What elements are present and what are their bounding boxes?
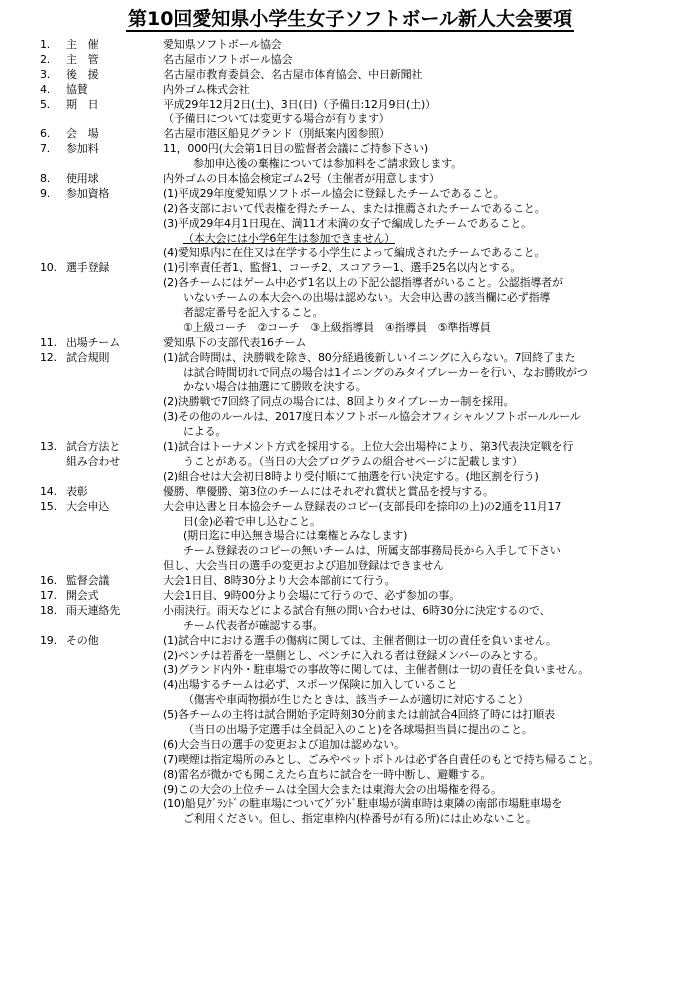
item-content: （本大会には小学6年生は参加できません）: [183, 231, 395, 245]
item-number: 7.: [40, 142, 51, 156]
item-label: 組み合わせ: [66, 454, 120, 468]
item-content: 愛知県下の支部代表16チーム: [163, 335, 307, 349]
item-number: 19.: [40, 633, 57, 647]
item-content: 名古屋市教育委員会、名古屋市体育協会、中日新聞社: [163, 67, 423, 81]
item-content: かない場合は抽選にて勝敗を決する。: [183, 380, 367, 394]
item-content: （傷害や車両物損が生じたときは、該当チームが適切に対応すること）: [183, 693, 529, 707]
item-content: (1)試合はトーナメント方式を採用する。上位大会出場枠により、第3代表決定戦を行: [163, 440, 574, 454]
item-label: 開会式: [66, 588, 99, 602]
item-content: 名古屋市ソフトボール協会: [163, 52, 293, 66]
item-content: は試合時間切れで同点の場合は1イニングのみタイブレーカーを行い、なお勝敗がつ: [183, 365, 588, 379]
item-content: （当日の出場予定選手は全員記入のこと)を各球場担当員に提出のこと。: [183, 722, 533, 736]
document-line: [0, 425, 700, 440]
item-number: 18.: [40, 603, 57, 617]
document-line: [0, 649, 700, 664]
document-line: [0, 380, 700, 395]
item-content: (6)大会当日の選手の変更および追加は認めない。: [163, 737, 405, 751]
document-line: [0, 232, 700, 247]
document-line: [0, 812, 700, 827]
document-line: [0, 574, 700, 589]
document-line: [0, 604, 700, 619]
item-content: チーム代表者が確認する事。: [183, 618, 324, 632]
document-line: [0, 500, 700, 515]
item-content: いないチームの本大会への出場は認めない。大会申込書の該当欄に必ず指導: [183, 291, 551, 305]
item-content: 大会申込書と日本協会チーム登録表のコピー(支部長印を捺印の上)の2通を11月17: [163, 499, 562, 513]
item-content: ①上級コーチ ②コーチ ③上級指導員 ④指導員 ⑤準指導員: [183, 320, 491, 334]
item-label: 試合方法と: [66, 440, 120, 454]
item-number: 16.: [40, 574, 57, 588]
item-content: (2)ベンチは若番を一塁側とし、ベンチに入れる者は登録メンバーのみとする。: [163, 648, 545, 662]
item-label: 出場チーム: [66, 335, 120, 349]
item-label: 会 場: [66, 127, 99, 141]
document-line: [0, 53, 700, 68]
item-content: 内外ゴム株式会社: [163, 82, 250, 96]
document-line: [0, 351, 700, 366]
item-number: 13.: [40, 440, 57, 454]
document-line: [0, 98, 700, 113]
item-label: 参加料: [66, 142, 99, 156]
item-content: (2)各支部において代表権を得たチーム、または推薦されたチームであること。: [163, 201, 546, 215]
item-number: 11.: [40, 335, 57, 349]
item-content: 名古屋市港区船見グランド（別紙案内図参照）: [163, 127, 390, 141]
item-label: 主 管: [66, 52, 99, 66]
item-label: 使用球: [66, 172, 99, 186]
document-line: [0, 410, 700, 425]
item-number: 6.: [40, 127, 51, 141]
item-content: (4)愛知県内に在住又は在学する小学生によって編成されたチームであること。: [163, 246, 546, 260]
item-number: 10.: [40, 261, 57, 275]
document-line: [0, 246, 700, 261]
item-content: 大会1日目、8時30分より大会本部前にて行う。: [163, 574, 396, 588]
document-line: [0, 336, 700, 351]
document-line: [0, 768, 700, 783]
document-line: [0, 366, 700, 381]
document-line: [0, 202, 700, 217]
item-label: その他: [66, 633, 99, 647]
document-line: [0, 172, 700, 187]
document-line: [0, 157, 700, 172]
item-label: 大会申込: [66, 499, 110, 513]
document-line: [0, 306, 700, 321]
document-line: [0, 693, 700, 708]
item-content: ご利用ください。但し、指定車枠内(枠番号が有る所)には止めないこと。: [183, 812, 537, 826]
item-number: 9.: [40, 186, 51, 200]
item-content: 大会1日目、9時00分より会場にて行うので、必ず参加の事。: [163, 588, 460, 602]
item-content: 平成29年12月2日(土)、3日(日)（予備日:12月9日(土)）: [163, 97, 436, 111]
item-number: 3.: [40, 67, 51, 81]
document-line: [0, 127, 700, 142]
item-content: (4)出場するチームは必ず、スポーツ保険に加入していること: [163, 678, 458, 692]
document-line: [0, 797, 700, 812]
item-content: 小雨決行。雨天などによる試合有無の問い合わせは、6時30分に決定するので、: [163, 603, 551, 617]
document-line: [0, 485, 700, 500]
item-content: 参加申込後の棄権については参加料をご請求致します。: [193, 157, 462, 171]
item-content: (3)平成29年4月1日現在、満11才未満の女子で編成したチームであること。: [163, 216, 532, 230]
item-label: 期 日: [66, 97, 99, 111]
item-number: 14.: [40, 484, 57, 498]
page-title: [0, 6, 700, 32]
document-line: [0, 529, 700, 544]
document-line: [0, 83, 700, 98]
document-line: [0, 663, 700, 678]
item-content: (期日迄に申込無き場合には棄権とみなします): [183, 529, 408, 543]
document-line: [0, 395, 700, 410]
document-body: [0, 38, 700, 827]
item-number: 8.: [40, 172, 51, 186]
item-content: チーム登録表のコピーの無いチームは、所属支部事務局長から入手して下さい: [183, 544, 561, 558]
item-content: 者認定番号を記入すること。: [183, 306, 324, 320]
document-line: [0, 261, 700, 276]
item-content: (1)平成29年度愛知県ソフトボール協会に登録したチームであること。: [163, 186, 505, 200]
document-line: [0, 559, 700, 574]
document-line: [0, 723, 700, 738]
document-line: [0, 455, 700, 470]
item-number: 17.: [40, 588, 57, 602]
item-content: うことがある。（当日の大会プログラムの組合せページに記載します）: [183, 454, 523, 468]
item-content: (2)組合せは大会初日8時より受付順にて抽選を行い決定する。(地区割を行う): [163, 469, 539, 483]
item-content: (2)各チームにはゲーム中必ず1名以上の下記公認指導者がいること。公認指導者が: [163, 276, 563, 290]
item-content: による。: [183, 425, 227, 439]
item-number: 2.: [40, 52, 51, 66]
document-line: [0, 38, 700, 53]
document-line: [0, 112, 700, 127]
item-label: 協賛: [66, 82, 88, 96]
item-number: 4.: [40, 82, 51, 96]
item-content: 但し、大会当日の選手の変更および追加登録はできません: [163, 559, 444, 573]
document-line: [0, 589, 700, 604]
document-line: [0, 634, 700, 649]
item-content: (3)グランド内外・駐車場での事故等に関しては、主催者側は一切の責任を負いません。: [163, 663, 590, 677]
document-line: [0, 678, 700, 693]
item-label: 試合規則: [66, 350, 110, 364]
item-number: 15.: [40, 499, 57, 513]
document-line: [0, 708, 700, 723]
item-content: (1)引率責任者1、監督1、コーチ2、スコアラー1、選手25名以内とする。: [163, 261, 522, 275]
item-content: 内外ゴムの日本協会検定ゴム2号（主催者が用意します）: [163, 172, 440, 186]
item-content: (9)この大会の上位チームは全国大会または東海大会の出場権を得る。: [163, 782, 502, 796]
document-line: [0, 619, 700, 634]
item-label: 選手登録: [66, 261, 110, 275]
document-line: [0, 470, 700, 485]
document-line: [0, 738, 700, 753]
item-content: 愛知県ソフトボール協会: [163, 38, 282, 51]
page-title-text: 第10回愛知県小学生女子ソフトボール新人大会要項: [127, 8, 573, 30]
document-line: [0, 291, 700, 306]
item-content: (3)その他のルールは、2017度日本ソフトボール協会オフィシャルソフトボールルール: [163, 410, 581, 424]
item-label: 監督会議: [66, 574, 110, 588]
item-label: 参加資格: [66, 186, 110, 200]
item-content: (5)各チームの主将は試合開始予定時刻30分前または前試合4回終了時には打順表: [163, 708, 555, 722]
item-content: (10)船見ｸﾞﾗﾝﾄﾞの駐車場についてｸﾞﾗﾝﾄﾞ駐車場が満車時は東隣の南部市場駐車場を: [163, 797, 563, 811]
item-content: (8)雷名が微かでも聞こえたら直ちに試合を一時中断し、避難する。: [163, 767, 492, 781]
document-line: [0, 321, 700, 336]
item-content: 11，000円(大会第1日目の監督者会議にご持参下さい): [163, 142, 428, 156]
document-line: [0, 544, 700, 559]
item-label: 後 援: [66, 67, 99, 81]
document-line: [0, 276, 700, 291]
item-label: 表彰: [66, 484, 88, 498]
document-line: [0, 187, 700, 202]
item-content: (1)試合中における選手の傷病に関しては、主催者側は一切の責任を負いません。: [163, 633, 557, 647]
item-content: 日(金)必着で申し込むこと。: [183, 514, 321, 528]
document-line: [0, 217, 700, 232]
item-number: 1.: [40, 38, 51, 51]
document-line: [0, 68, 700, 83]
document-line: [0, 753, 700, 768]
document-line: [0, 440, 700, 455]
item-number: 12.: [40, 350, 57, 364]
item-number: 5.: [40, 97, 51, 111]
item-content: 優勝、準優勝、第3位のチームにはそれぞれ賞状と賞品を授与する。: [163, 484, 494, 498]
document-line: [0, 515, 700, 530]
document-line: [0, 142, 700, 157]
item-content: (7)喫煙は指定場所のみとし、ごみやペットボトルは必ず各自責任のもとで持ち帰ること。: [163, 752, 600, 766]
item-label: 雨天連絡先: [66, 603, 120, 617]
document-line: [0, 783, 700, 798]
item-label: 主 催: [66, 38, 99, 51]
item-content: （予備日については変更する場合が有ります）: [163, 112, 390, 126]
item-content: (1)試合時間は、決勝戦を除き、80分経過後新しいイニングに入らない。7回終了また: [163, 350, 576, 364]
item-content: (2)決勝戦で7回終了同点の場合には、8回よりタイブレーカー制を採用。: [163, 395, 515, 409]
